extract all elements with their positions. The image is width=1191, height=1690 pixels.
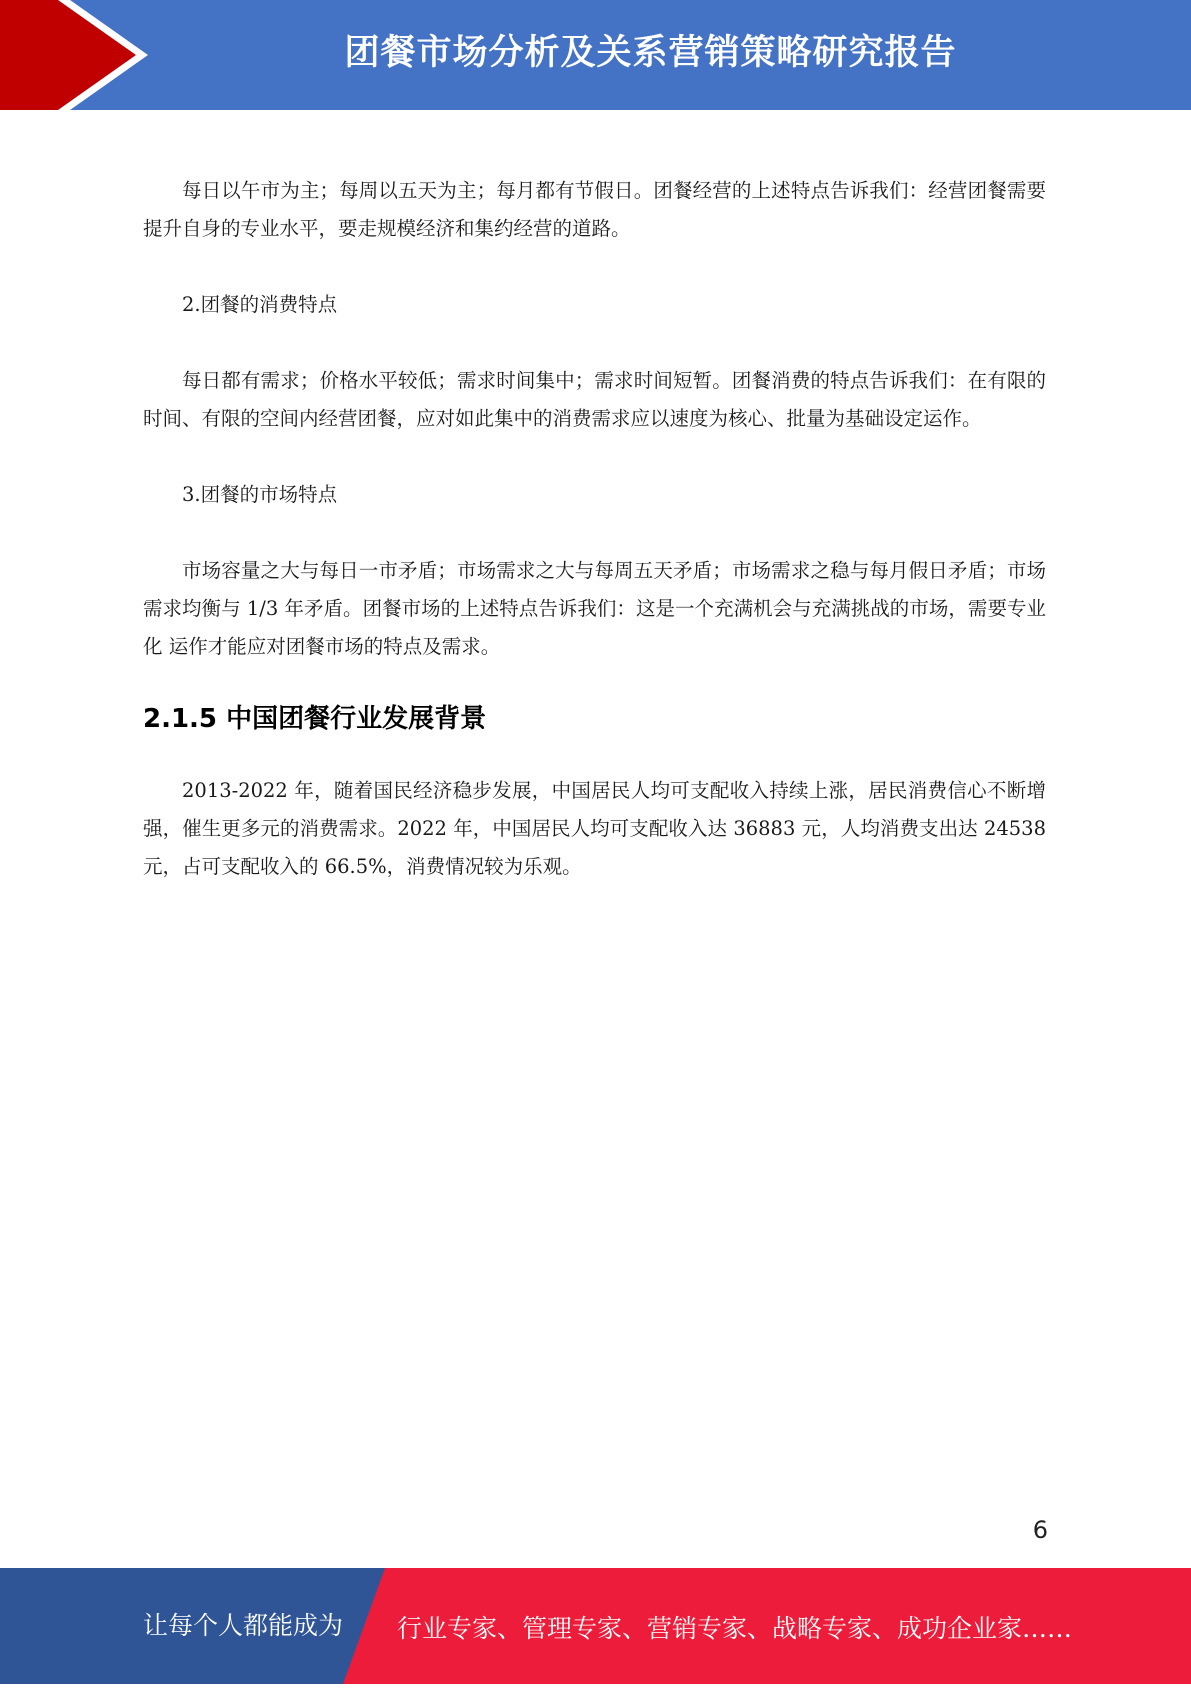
paragraph: 每日以午市为主；每周以五天为主；每月都有节假日。团餐经营的上述特点告诉我们：经营团餐需要提升自身的专业水平，要走规模经济和集约经营的道路。 bbox=[143, 179, 1046, 240]
document-title: 团餐市场分析及关系营销策略研究报告 bbox=[344, 33, 957, 73]
spacer bbox=[143, 438, 1046, 476]
subheading: 3.团餐的市场特点 bbox=[182, 483, 338, 506]
page-body bbox=[143, 172, 1046, 886]
spacer bbox=[143, 738, 1046, 772]
header-band bbox=[0, 0, 1191, 110]
paragraph: 每日都有需求；价格水平较低；需求时间集中；需求时间短暂。团餐消费的特点告诉我们：在有限的时间、有限的空间内经营团餐，应对如此集中的消费需求应以速度为核心、批量为基础设定运作。 bbox=[143, 369, 1046, 430]
subheading: 2.团餐的消费特点 bbox=[182, 293, 338, 316]
spacer bbox=[143, 666, 1046, 700]
paragraph: 市场容量之大与每日一市矛盾；市场需求之大与每周五天矛盾；市场需求之稳与每月假日矛盾；市场需求均衡与 1/3 年矛盾。团餐市场的上述特点告诉我们：这是一个充满机会与充满挑战的市场，需要专业化 运作才能应对团餐市场的特点及需求。 bbox=[143, 559, 1046, 658]
footer-slogan-left: 让每个人都能成为 bbox=[143, 1611, 344, 1640]
section-heading: 2.1.5 中国团餐行业发展背景 bbox=[143, 704, 487, 734]
spacer bbox=[143, 514, 1046, 552]
spacer bbox=[143, 324, 1046, 362]
spacer bbox=[143, 248, 1046, 286]
paragraph: 2013-2022 年，随着国民经济稳步发展，中国居民人均可支配收入持续上涨，居民消费信心不断增强，催生更多元的消费需求。2022 年，中国居民人均可支配收入达 36883 元，人均消费支出达 24538 元，占可支配收入的 66.5%，消费情况较为乐观。 bbox=[143, 779, 1046, 878]
page-number: 6 bbox=[1032, 1516, 1048, 1544]
footer-band bbox=[0, 1568, 1191, 1684]
footer-slogan-right: 行业专家、管理专家、营销专家、战略专家、成功企业家…… bbox=[397, 1614, 1073, 1643]
